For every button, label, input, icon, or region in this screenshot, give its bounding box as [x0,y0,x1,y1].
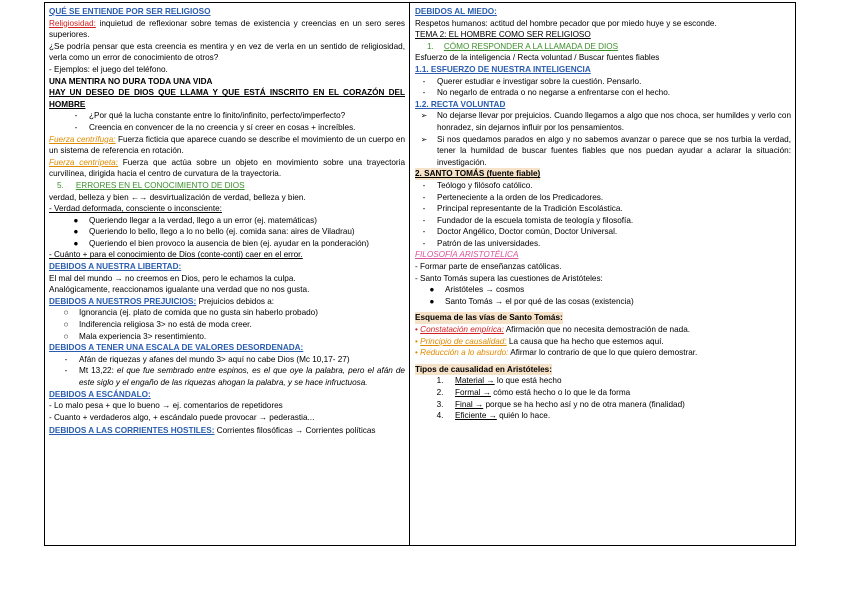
via-item: • Constatación empírica: Afirmación que no necesita demostración de nada. [415,325,691,335]
dash-item-text: ¿Por qué la lucha constante entre lo finito/infinito, perfecto/imperfecto? [89,111,346,121]
tomas-item [415,192,791,204]
bullet-marker: ● [73,215,79,225]
voluntad-text: No dejarse llevar por prejuicios. Cuando llegamos a algo que nos choca, ser humildes y verlo con honradez, sin dejarnos influir por los pensamientos. [437,111,791,132]
bullet-item [49,226,405,238]
filosofia-bullet [415,296,791,308]
fuerza-centrifuga-text: Fuerza ficticia que aparece cuando se describe el movimiento de un cuerpo en un sistema de referencia en rotación. [49,134,406,156]
circle-item-text: Indiferencia religiosa 3> no está de moda creer. [79,320,252,330]
escala-item-1 [49,354,405,366]
circle-marker: ○ [63,308,69,318]
tomas-text: Perteneciente a la orden de los Predicadores. [437,192,604,202]
tomas-text: Doctor Angélico, Doctor común, Doctor Universal. [437,227,618,237]
heading-prejuicios: DEBIDOS A NUESTROS PREJUICIOS: [49,296,197,306]
causa-item [415,387,791,399]
circle-item [49,319,405,331]
verdad-line: verdad, belleza y bien ←→ desvirtualización de verdad, belleza y bien. [49,192,306,202]
dash-item [49,122,405,134]
errores-heading [49,180,405,192]
responder-number: 1. [427,41,434,51]
dash-marker: - [74,122,78,132]
heading-esquema: Esquema de las vías de Santo Tomás: [415,313,563,323]
causa-number: 4. [436,411,444,421]
filosofia-line-1: - Formar parte de enseñanzas católicas. [415,262,562,272]
bullet-marker: ● [73,238,79,248]
errores-title: ERRORES EN EL CONOCIMIENTO DE DIOS [75,180,245,190]
dash-marker: - [422,215,426,225]
bullet-marker: ● [73,227,79,237]
heading-1-1: 1.1. ESFUERZO DE NUESTRA INTELIGENCIA [415,64,591,74]
verdad-deformada: - Verdad deformada, consciente o inconsciente: [49,204,222,214]
tomas-item [415,180,791,192]
heading-causalidad: Tipos de causalidad en Aristóteles: [415,364,552,374]
ejemplos-text: - Ejemplos: el juego del teléfono. [49,64,168,74]
filosofia-bullet [415,284,791,296]
arrow-marker: ➢ [420,111,428,121]
causa-term: Material → [455,376,495,386]
escandalo-line-2: - Cuanto + verdaderos algo, + escándalo puede provocar → pederastia... [49,412,315,422]
religiosidad-term: Religiosidad: [49,18,96,28]
dash-marker: - [422,192,426,202]
dash-marker: - [64,354,68,364]
escala-ref: Mt 13,22: [79,366,114,376]
arrow-marker: ➢ [420,134,428,144]
via-item: • Principio de causalidad: La causa que ha hecho que estemos aquí. [415,336,664,346]
tomas-text: Patrón de las universidades. [437,238,541,248]
via-term: Constatación empírica: [420,325,504,335]
inteligencia-item [415,87,791,99]
causa-number: 3. [436,399,444,409]
filosofia-bullet-text: Santo Tomás → el por qué de las cosas (existencia) [445,296,634,306]
causa-term: Formal → [455,388,491,397]
via-text: La causa que ha hecho que estemos aquí. [506,336,664,346]
prejuicios-line [49,296,405,308]
dash-item [49,110,405,122]
hostiles-line [49,425,405,437]
voluntad-text: Si nos quedamos parados en algo y no sabemos avanzar o parece que se nos turbia la verdad, tener la humildad de buscar fuentes fiables que nos puedan ayudar a aclarar la situación: investigación. [437,134,791,167]
tomas-item [415,203,791,215]
circle-marker: ○ [63,320,69,330]
fuerza-centrifuga [49,134,405,157]
heading-religioso: QUÉ SE ENTIENDE POR SER RELIGIOSO [49,7,211,16]
bullet-item [49,238,405,250]
tomas-item [415,226,791,238]
dash-marker: - [422,180,426,190]
circle-marker: ○ [63,331,69,341]
causa-text: lo que está hecho [494,376,562,386]
dash-marker: - [422,76,426,86]
via-term: Reducción a lo absurdo: [420,348,509,358]
notes-sheet [44,2,796,546]
tomas-text: Teólogo y filósofo católico. [437,180,533,190]
errores-number: 5. [57,180,64,190]
fuerza-centrifuga-term: Fuerza centrífuga: [49,134,116,144]
dash-marker: - [422,238,426,248]
causa-number: 2. [436,388,444,397]
via-text: Afirmar lo contrario de que lo que quiero demostrar. [508,348,698,358]
tomas-item [415,215,791,227]
heading-santo-tomas: 2. SANTO TOMÁS (fuente fiable) [415,169,541,179]
bullet-marker: ● [429,285,435,295]
dash-marker: - [64,366,68,376]
libertad-line-2: Analógicamente, reaccionamos igualante una verdad que no nos gusta. [49,285,310,295]
heading-miedo: DEBIDOS AL MIEDO: [415,7,497,16]
dash-marker: - [422,88,426,98]
circle-item-text: Mala experiencia 3> resentimiento. [79,331,207,341]
via-term: Principio de causalidad: [420,336,507,346]
dash-marker: - [422,204,426,214]
filosofia-bullet-text: Aristóteles → cosmos [445,285,525,295]
fuerza-centripeta-term: Fuerza centrípeta: [49,157,118,167]
responder-heading [415,41,791,53]
circle-item [49,307,405,319]
bullet-text: Queriendo el bien provoco la ausencia de bien (ej. ayudar en la ponderación) [89,238,369,248]
causa-text: porque se ha hecho así y no de otra manera (finalidad) [483,399,685,409]
religiosidad-definition [49,18,405,41]
tomas-item [415,238,791,250]
miedo-text: Respetos humanos: actitud del hombre pecador que por miedo huye y se esconde. [415,18,717,28]
causa-item [415,410,791,422]
filosofia-line-2: - Santo Tomás supera las cuestiones de Aristóteles: [415,273,603,283]
deseo-heading: HAY UN DESEO DE DIOS QUE LLAMA Y QUE ESTÁ INSCRITO EN EL CORAZÓN DEL HOMBRE [49,88,405,109]
causa-number: 1. [436,376,444,386]
escandalo-line-1: - Lo malo pesa + que lo bueno → ej. comentarios de repetidores [49,401,283,411]
inteligencia-item [415,76,791,88]
dash-item-text: Creencia en convencer de la no creencia y sí creer en cosas + increíbles. [89,122,356,132]
inteligencia-text: Querer estudiar e investigar sobre la cuestión. Pensarlo. [437,76,642,86]
via-text: Afirmación que no necesita demostración de nada. [503,325,691,335]
right-column [410,3,795,545]
heading-hostiles: DEBIDOS A LAS CORRIENTES HOSTILES: [49,426,215,436]
libertad-line-1: El mal del mundo → no creemos en Dios, pero le echamos la culpa. [49,273,296,283]
pregunta-text: ¿Se podría pensar que esta creencia es mentira y en vez de verla en un sentido de religiosidad, verla como un error de conocimiento de otros? [49,41,405,63]
voluntad-item [415,134,791,169]
heading-filosofia: FILOSOFÍA ARISTOTÉLICA [415,250,519,260]
fuerza-centripeta-text: Fuerza que actúa sobre un objeto en movimiento sobre una trayectoria curvilínea, dirigida hacia el centro de curvatura de la trayectoria. [49,157,406,179]
circle-item [49,331,405,343]
tema2-heading: TEMA 2: EL HOMBRE COMO SER RELIGIOSO [415,30,591,40]
hostiles-text: Corrientes filosóficas → Corrientes políticas [214,426,376,436]
cuanto-line: - Cuánto + para el conocimiento de Dios (conte-conti) caer en el error. [49,250,303,260]
escala-quote: el que fue sembrado entre espinos, es el que oye la palabra, pero el afán de este siglo y el engaño de las riquezas ahogan la palabra, y se hace infructuosa. [79,366,405,387]
escala-item-2 [49,365,405,388]
tomas-text: Principal representante de la Tradición Escolástica. [437,204,623,214]
circle-item-text: Ignorancia (ej. plato de comida que no gusta sin haberlo probado) [79,308,318,318]
heading-escala: DEBIDOS A TENER UNA ESCALA DE VALORES DESORDENADA: [49,343,304,353]
causa-term: Eficiente → [455,411,497,421]
bullet-text: Queriendo lo bello, llego a lo no bello (ej. comida sana: aires de Viladrau) [89,227,355,237]
inteligencia-text: No negarlo de entrada o no negarse a enfrentarse con el hecho. [437,88,671,98]
fuerza-centripeta [49,157,405,180]
causa-text: cómo está hecho o lo que le da forma [490,388,631,397]
mentira-heading: UNA MENTIRA NO DURA TODA UNA VIDA [49,76,213,86]
causa-item [415,399,791,411]
heading-libertad: DEBIDOS A NUESTRA LIBERTAD: [49,262,182,272]
voluntad-item [415,110,791,133]
bullet-item [49,215,405,227]
esfuerzo-line: Esfuerzo de la inteligencia / Recta voluntad / Buscar fuentes fiables [415,53,660,63]
via-item: • Reducción a lo absurdo: Afirmar lo contrario de que lo que quiero demostrar. [415,348,698,358]
causa-term: Final → [455,399,484,409]
bullet-marker: ● [429,296,435,306]
escala-text-1: Afán de riquezas y afanes del mundo 3> aquí no cabe Dios (Mc 10,17- 27) [79,354,350,364]
heading-1-2: 1.2. RECTA VOLUNTAD [415,99,506,109]
causa-text: quién lo hace. [496,411,551,421]
dash-marker: - [74,111,78,121]
responder-title: CÓMO RESPONDER A LA LLAMADA DE DIOS [443,41,619,51]
prejuicios-text: Prejuicios debidos a: [196,296,275,306]
religiosidad-text: inquietud de reflexionar sobre temas de existencia y creencias en un sero seres superiores. [49,18,405,40]
left-column [45,3,410,545]
bullet-text: Queriendo llegar a la verdad, llego a un error (ej. matemáticas) [89,215,317,225]
heading-escandalo: DEBIDOS A ESCÁNDALO: [49,389,151,399]
causa-item [415,375,791,387]
tomas-text: Fundador de la escuela tomista de teología y filosofía. [437,215,634,225]
dash-marker: - [422,227,426,237]
